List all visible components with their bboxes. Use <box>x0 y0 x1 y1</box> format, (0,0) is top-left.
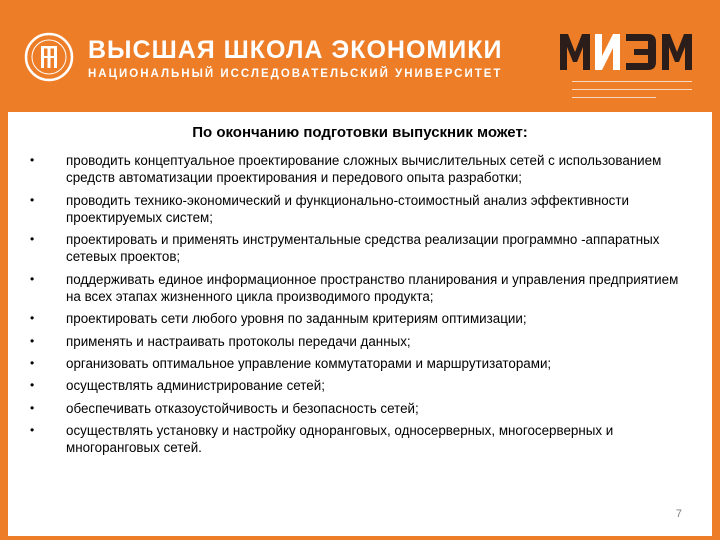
list-item <box>30 333 690 350</box>
list-item <box>30 192 690 227</box>
miem-logo-icon <box>558 30 698 72</box>
slide-header <box>0 0 720 112</box>
list-item <box>30 152 690 187</box>
page-number: 7 <box>675 508 682 520</box>
list-item-text: проводить технико-экономический и функционально-стоимостный анализ эффективности проектируемых систем; <box>66 192 629 225</box>
list-item-text: организовать оптимальное управление коммутаторами и маршрутизаторами; <box>66 355 552 371</box>
bullet-icon: • <box>30 355 35 370</box>
list-item-text: осуществлять установку и настройку одноранговых, односерверных, многосерверных и многоранговых сетей. <box>66 422 614 456</box>
slide-heading: По окончанию подготовки выпускник может: <box>192 124 528 141</box>
list-item-text: проектировать и применять инструментальные средства реализации программно -аппаратных сетевых проектов; <box>66 232 660 265</box>
bullet-icon: • <box>30 232 35 247</box>
header-subtitle: НАЦИОНАЛЬНЫЙ ИССЛЕДОВАТЕЛЬСКИЙ УНИВЕРСИТЕТ <box>88 68 503 80</box>
list-item-text: осуществлять администрирование сетей; <box>66 378 325 394</box>
header-title: ВЫСШАЯ ШКОЛА ЭКОНОМИКИ <box>88 36 503 64</box>
list-item <box>30 310 690 327</box>
list-item <box>30 377 690 394</box>
list-item-text: поддерживать единое информационное пространство планирования и управления предприятием на всех этапах жизненного цикла производимого продукта; <box>66 271 679 305</box>
bullet-icon: • <box>30 271 35 286</box>
list-item <box>30 355 690 372</box>
hse-emblem-icon <box>24 32 74 82</box>
slide-content <box>8 112 712 536</box>
bullet-icon: • <box>30 311 35 326</box>
bullet-icon: • <box>30 192 35 207</box>
bullet-icon: • <box>30 333 35 348</box>
bullet-icon: • <box>30 422 35 437</box>
bullet-icon: • <box>30 153 35 167</box>
list-item-text: обеспечивать отказоустойчивость и безопасность сетей; <box>66 400 419 416</box>
list-item <box>30 231 690 266</box>
list-item-text: проводить концептуальное проектирование сложных вычислительных сетей с использованием средств автоматизации проектирования и передового опыта разработки; <box>66 153 662 186</box>
bullet-icon: • <box>30 378 35 393</box>
list-item <box>30 400 690 417</box>
list-item-text: применять и настраивать протоколы передачи данных; <box>66 333 411 349</box>
list-item-text: проектировать сети любого уровня по заданным критериям оптимизации; <box>66 311 527 327</box>
bullet-icon: • <box>30 400 35 415</box>
list-item <box>30 271 690 306</box>
miem-caption <box>572 76 692 98</box>
list-item <box>30 422 690 457</box>
bullet-list <box>30 152 690 461</box>
